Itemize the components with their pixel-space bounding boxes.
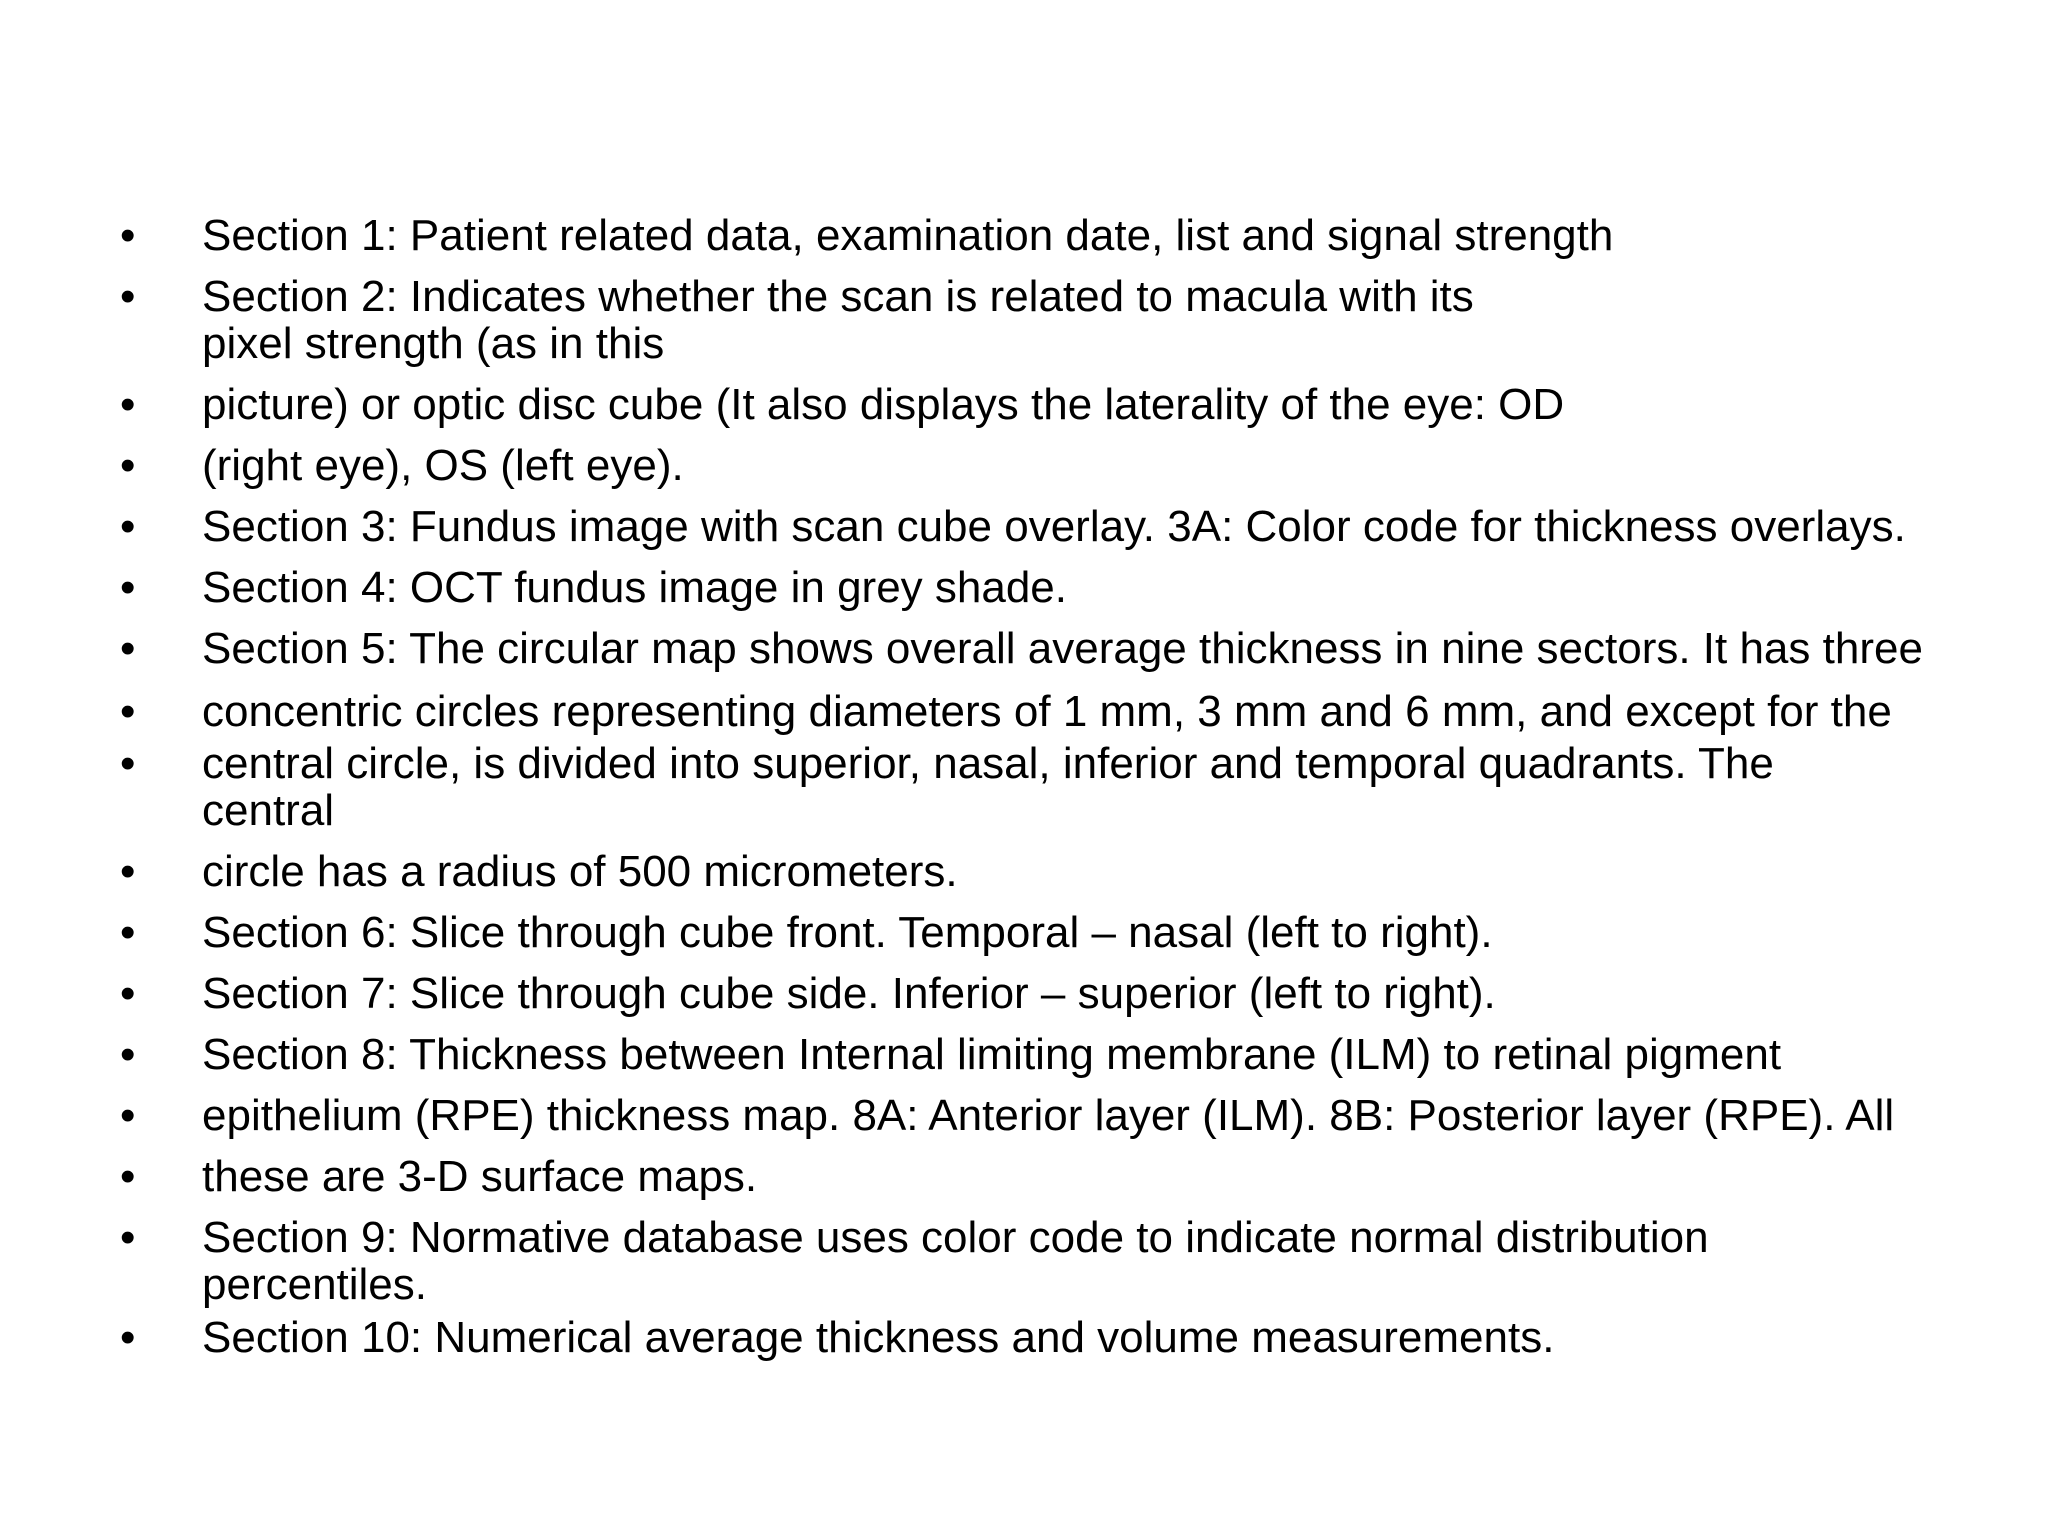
bullet-dot-icon: • <box>120 563 136 612</box>
bullet-dot-icon: • <box>120 211 136 260</box>
bullet-text: (right eye), OS (left eye). <box>202 441 684 490</box>
bullet-item <box>120 1031 2020 1078</box>
bullet-dot-icon: • <box>120 380 136 429</box>
bullet-item <box>120 1153 2020 1200</box>
bullet-text: Section 4: OCT fundus image in grey shade. <box>202 563 1068 612</box>
bullet-text: circle has a radius of 500 micrometers. <box>202 847 958 896</box>
bullet-text: concentric circles representing diameters of 1 mm, 3 mm and 6 mm, and except for the <box>202 687 1892 736</box>
bullet-dot-icon: • <box>120 272 136 321</box>
bullet-text: Section 6: Slice through cube front. Temporal – nasal (left to right). <box>202 908 1493 957</box>
bullet-dot-icon: • <box>120 1030 136 1079</box>
bullet-dot-icon: • <box>120 1213 136 1262</box>
bullet-dot-icon: • <box>120 739 136 788</box>
bullet-item <box>120 625 2020 672</box>
bullet-text: epithelium (RPE) thickness map. 8A: Anterior layer (ILM). 8B: Posterior layer (RPE). All <box>202 1091 1895 1140</box>
bullet-item <box>120 442 2020 489</box>
bullet-item <box>120 740 2020 834</box>
bullet-dot-icon: • <box>120 687 136 736</box>
bullet-item <box>120 381 2020 428</box>
bullet-dot-icon: • <box>120 1091 136 1140</box>
bullet-list <box>120 212 2020 1361</box>
bullet-dot-icon: • <box>120 908 136 957</box>
bullet-text: Section 3: Fundus image with scan cube overlay. 3A: Color code for thickness overlays. <box>202 502 1906 551</box>
bullet-text: Section 10: Numerical average thickness and volume measurements. <box>202 1313 1555 1362</box>
bullet-item <box>120 909 2020 956</box>
bullet-item <box>120 503 2020 550</box>
bullet-item <box>120 848 2020 895</box>
bullet-dot-icon: • <box>120 441 136 490</box>
bullet-item <box>120 688 2020 735</box>
bullet-item <box>120 1092 2020 1139</box>
bullet-dot-icon: • <box>120 1152 136 1201</box>
bullet-dot-icon: • <box>120 1313 136 1362</box>
bullet-item <box>120 970 2020 1017</box>
bullet-text: Section 8: Thickness between Internal limiting membrane (ILM) to retinal pigment <box>202 1030 1782 1079</box>
bullet-item <box>120 564 2020 611</box>
bullet-text: Section 7: Slice through cube side. Inferior – superior (left to right). <box>202 969 1496 1018</box>
bullet-text: these are 3-D surface maps. <box>202 1152 758 1201</box>
bullet-text: picture) or optic disc cube (It also displays the laterality of the eye: OD <box>202 380 1565 429</box>
bullet-item <box>120 1314 2020 1361</box>
bullet-text: central circle, is divided into superior, nasal, inferior and temporal quadrants. The central <box>202 739 1774 835</box>
bullet-item <box>120 1214 2020 1308</box>
bullet-text: Section 2: Indicates whether the scan is related to macula with its pixel strength (as in this <box>202 272 1474 368</box>
bullet-text: Section 5: The circular map shows overall average thickness in nine sectors. It has three <box>202 624 1923 673</box>
bullet-dot-icon: • <box>120 624 136 673</box>
bullet-text: Section 9: Normative database uses color code to indicate normal distribution percentiles. <box>202 1213 1709 1309</box>
bullet-item <box>120 273 2020 367</box>
bullet-dot-icon: • <box>120 847 136 896</box>
bullet-dot-icon: • <box>120 502 136 551</box>
bullet-text: Section 1: Patient related data, examination date, list and signal strength <box>202 211 1614 260</box>
bullet-item <box>120 212 2020 259</box>
bullet-dot-icon: • <box>120 969 136 1018</box>
